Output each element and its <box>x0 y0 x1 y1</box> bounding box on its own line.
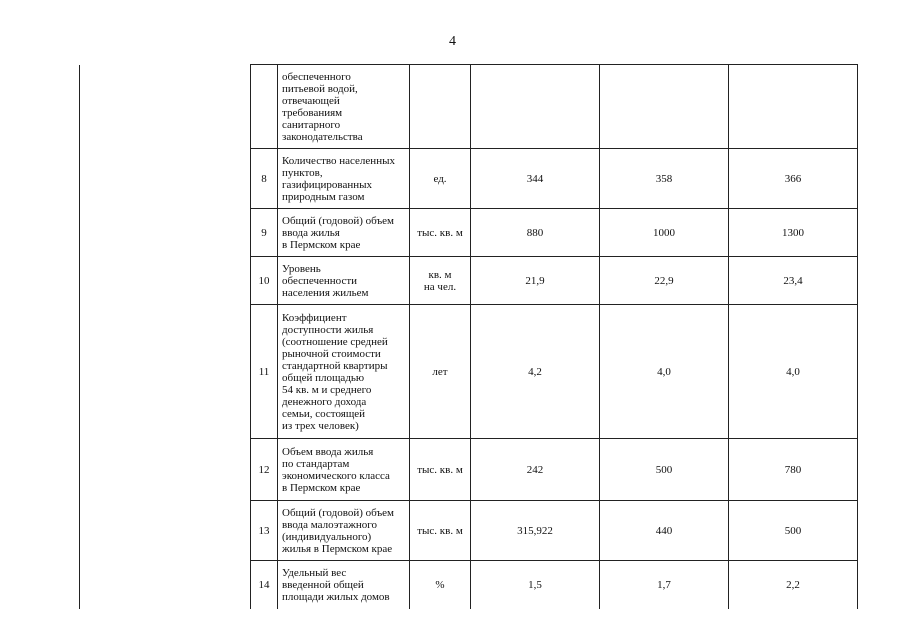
value-cell: 21,9 <box>471 257 600 305</box>
row-number: 10 <box>251 257 278 305</box>
value-cell: 1300 <box>729 209 858 257</box>
indicator-name: Коэффициент доступности жилья (соотношение средней рыночной стоимости стандартной квартиры общей площадью 54 кв. м и среднего денежного дохода семьи, состоящей из трех человек) <box>282 311 388 432</box>
row-number: 14 <box>251 561 278 609</box>
value-cell: 358 <box>600 149 729 209</box>
row-number: 11 <box>251 305 278 439</box>
indicator-name: Общий (годовой) объем ввода жилья в Пермском крае <box>282 214 394 251</box>
value-cell <box>600 65 729 149</box>
unit-cell: % <box>435 578 445 591</box>
unit-cell: тыс. кв. м <box>417 226 463 239</box>
row-number: 13 <box>251 501 278 561</box>
indicator-name: Объем ввода жилья по стандартам экономического класса в Пермском крае <box>282 445 390 494</box>
value-cell: 22,9 <box>600 257 729 305</box>
value-cell: 366 <box>729 149 858 209</box>
value-cell: 344 <box>471 149 600 209</box>
value-cell: 1,5 <box>471 561 600 609</box>
row-number: 9 <box>251 209 278 257</box>
value-cell <box>471 65 600 149</box>
value-cell: 880 <box>471 209 600 257</box>
unit-cell: тыс. кв. м <box>417 524 463 537</box>
indicator-name: обеспеченного питьевой водой, отвечающей требованиям санитарного законодательства <box>282 70 363 143</box>
indicator-name: Удельный вес введенной общей площади жилых домов <box>282 566 390 603</box>
value-cell <box>729 65 858 149</box>
value-cell: 1000 <box>600 209 729 257</box>
row-number: 12 <box>251 439 278 501</box>
value-cell: 23,4 <box>729 257 858 305</box>
value-cell: 780 <box>729 439 858 501</box>
unit-cell: тыс. кв. м <box>417 463 463 476</box>
left-merged-cell <box>80 65 251 609</box>
value-cell: 4,0 <box>729 305 858 439</box>
row-number <box>251 65 278 149</box>
unit-cell: кв. м на чел. <box>423 268 457 293</box>
value-cell: 4,2 <box>471 305 600 439</box>
page-number: 4 <box>449 34 456 49</box>
unit-cell: ед. <box>433 172 447 185</box>
value-cell: 242 <box>471 439 600 501</box>
indicators-table <box>79 64 858 609</box>
indicator-name: Количество населенных пунктов, газифицированных природным газом <box>282 154 395 203</box>
row-number: 8 <box>251 149 278 209</box>
unit-cell: лет <box>432 365 448 378</box>
indicator-name: Общий (годовой) объем ввода малоэтажного (индивидуального) жилья в Пермском крае <box>282 506 394 555</box>
value-cell: 1,7 <box>600 561 729 609</box>
indicator-name: Уровень обеспеченности населения жильем <box>282 262 369 299</box>
table-row <box>80 65 858 149</box>
value-cell: 440 <box>600 501 729 561</box>
value-cell: 315,922 <box>471 501 600 561</box>
value-cell: 500 <box>600 439 729 501</box>
value-cell: 500 <box>729 501 858 561</box>
value-cell: 4,0 <box>600 305 729 439</box>
value-cell: 2,2 <box>729 561 858 609</box>
